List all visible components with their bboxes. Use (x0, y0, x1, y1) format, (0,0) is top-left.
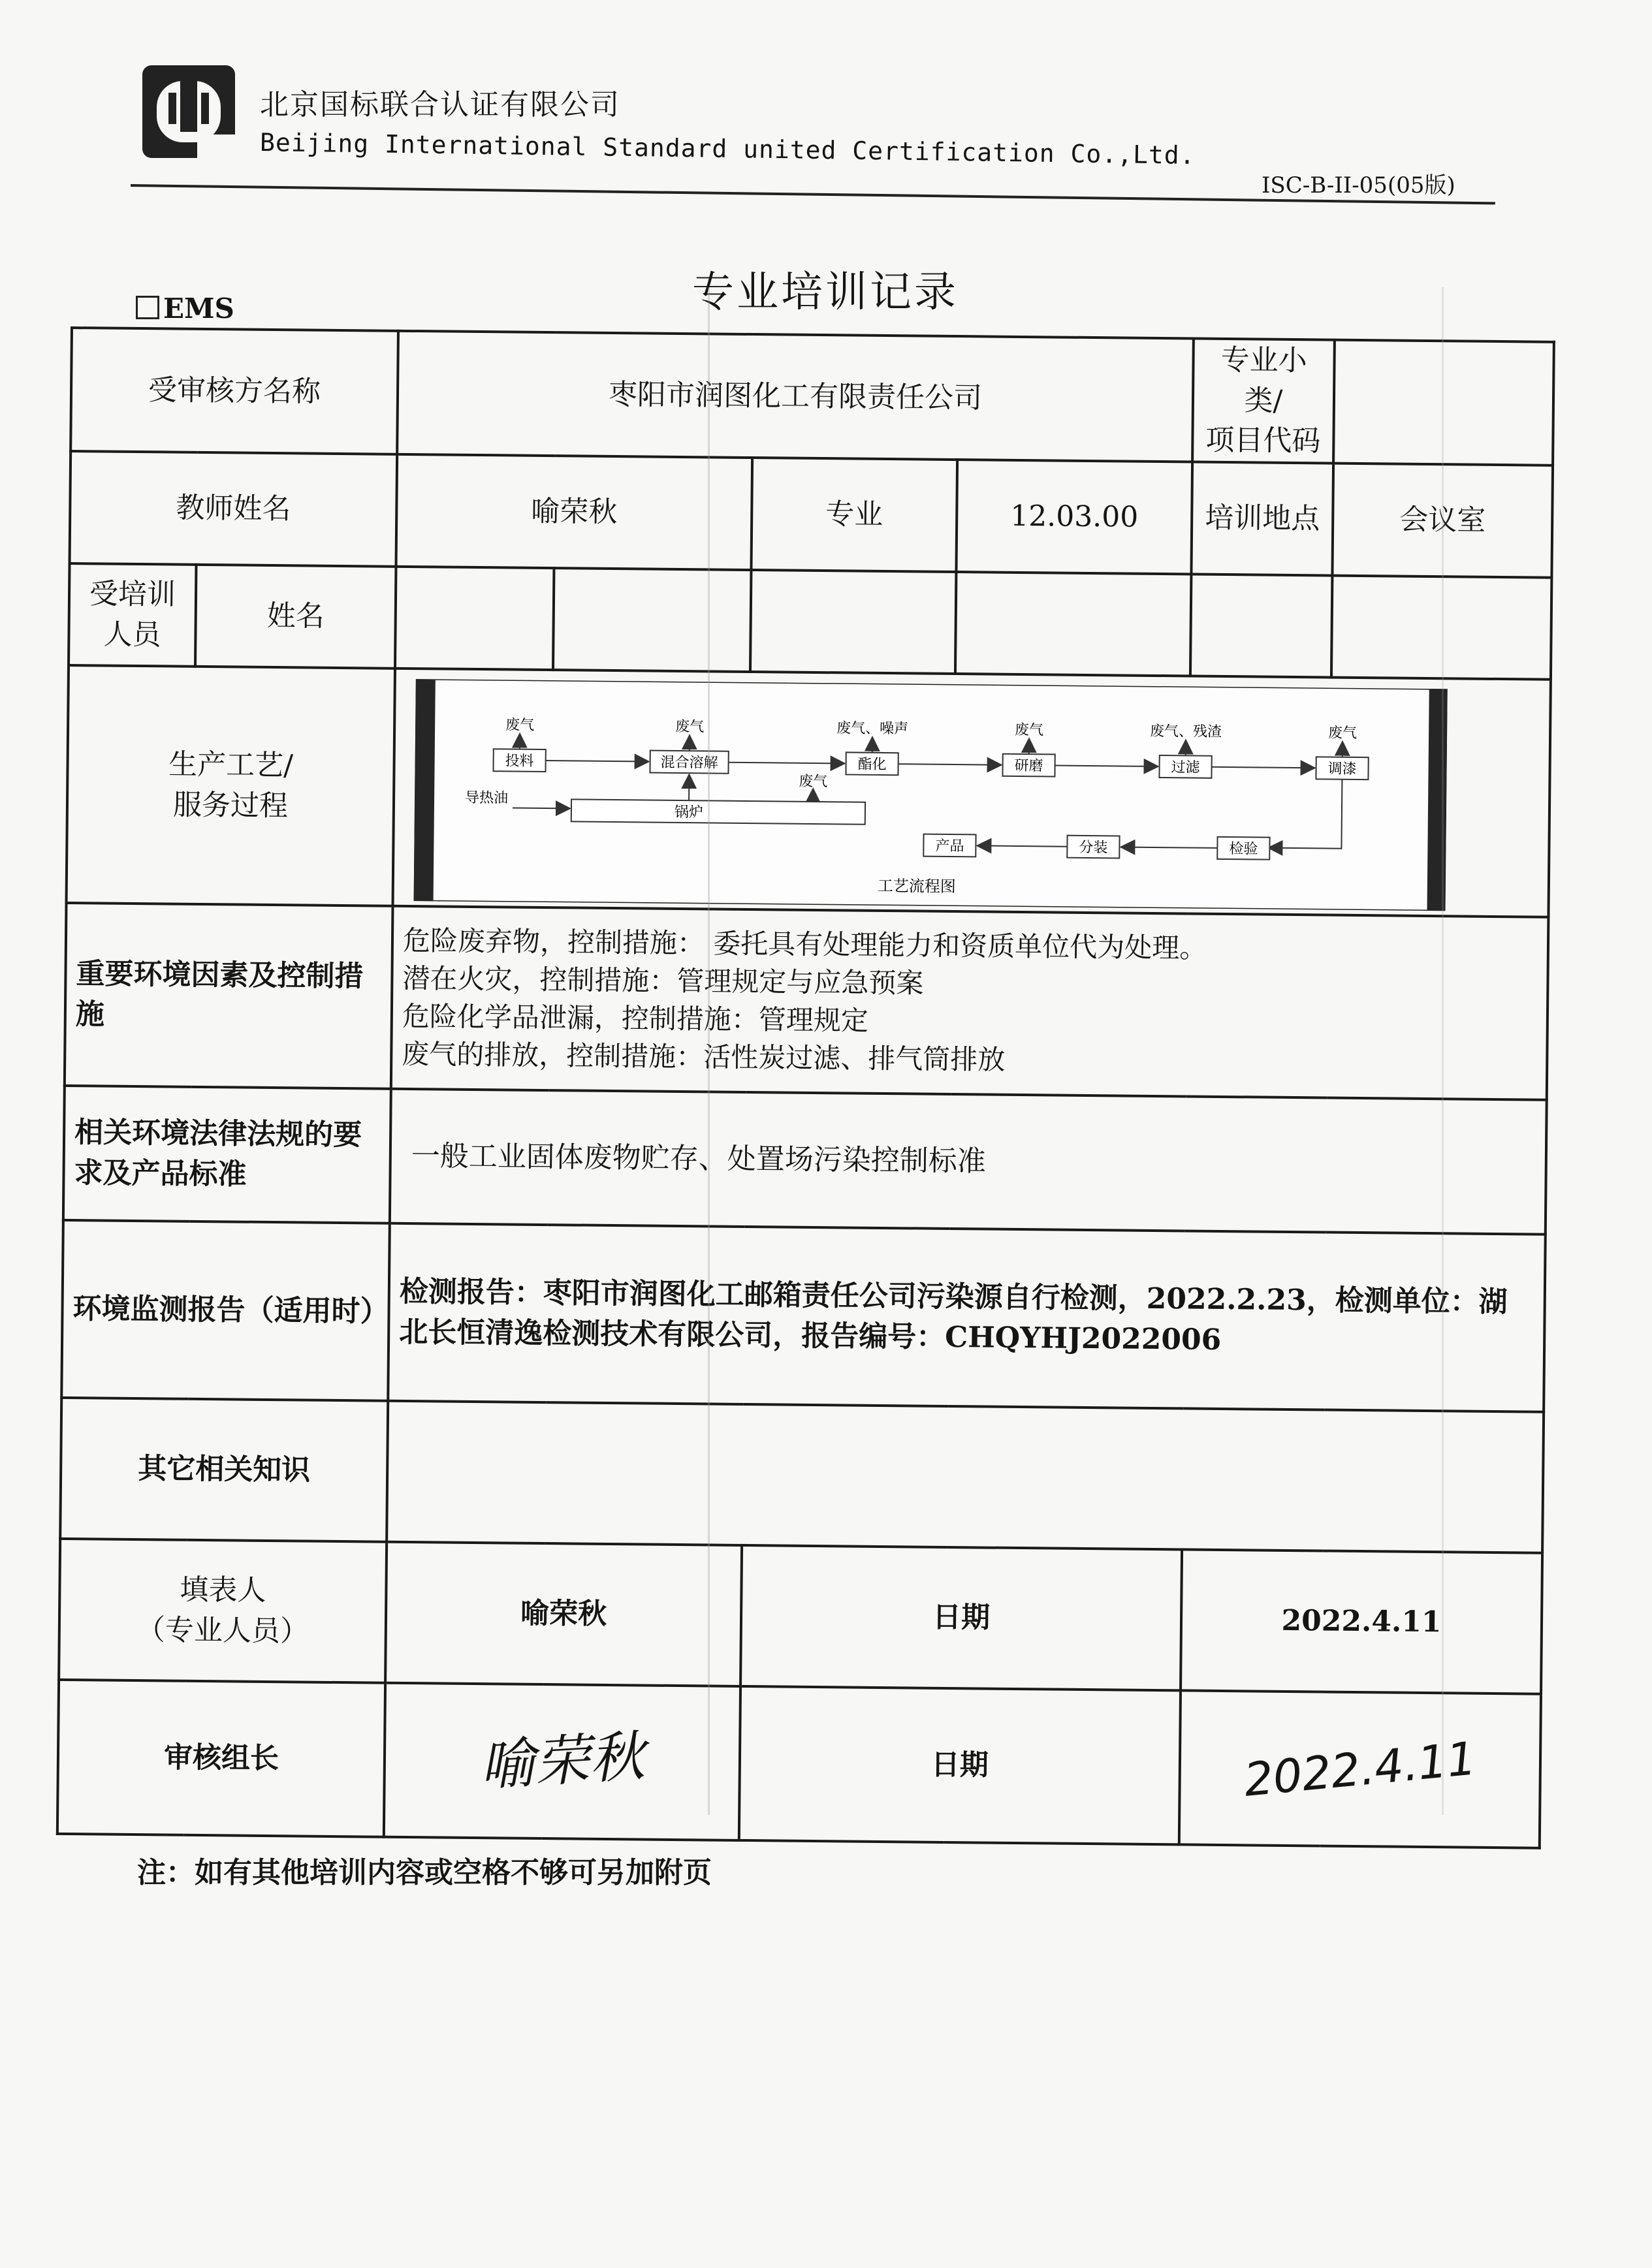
emission-label: 废气、残渣 (1149, 723, 1222, 740)
emission-label: 废气 (799, 773, 828, 790)
trainee-cell (955, 572, 1191, 676)
flow-step: 研磨 (1014, 757, 1043, 775)
trainee-cell (395, 567, 554, 670)
auditee-value: 枣阳市润图化工有限责任公司 (397, 331, 1194, 462)
flow-step: 锅炉 (674, 804, 704, 821)
scan-fold-mark (708, 287, 710, 1815)
monitoring-label: 环境监测报告（适用时） (61, 1220, 390, 1401)
emission-label: 废气 (1015, 721, 1044, 739)
ems-checkbox[interactable] (136, 292, 234, 324)
name-label: 姓名 (195, 565, 396, 669)
flow-step: 投料 (505, 753, 534, 770)
checkbox-icon (136, 296, 159, 319)
env-factor-item: 危险废弃物，控制措施： 委托具有处理能力和资质单位代为处理。 (402, 924, 1207, 964)
location-value: 会议室 (1332, 463, 1553, 577)
filler-date-value: 2022.4.11 (1181, 1549, 1542, 1693)
flow-step: 混合溶解 (660, 754, 718, 772)
trainee-cell (750, 570, 956, 674)
specialty-code: 12.03.00 (956, 460, 1192, 574)
other-value (387, 1401, 1544, 1553)
filler-label: 填表人 （专业人员） (59, 1539, 387, 1683)
emission-label: 废气 (1327, 725, 1358, 742)
category-label: 专业小类/ 项目代码 (1192, 339, 1335, 464)
trainee-cell (553, 568, 751, 672)
trainee-cell (1190, 574, 1332, 677)
env-factors-label: 重要环境因素及控制措施 (65, 903, 393, 1089)
env-factors-list (391, 906, 1549, 1100)
form-code: ISC-B-II-05(05版) (1262, 172, 1455, 198)
leader-label: 审核组长 (57, 1680, 385, 1837)
flow-step: 酯化 (857, 756, 887, 773)
flow-input: 导热油 (464, 789, 509, 807)
leader-date-value: 2022.4.11 (1173, 1675, 1547, 1863)
company-name-en: Beijing International Standard united Certification Co.,Ltd. (259, 128, 1196, 170)
leader-date-label: 日期 (739, 1686, 1181, 1844)
trainees-label: 受培训人员 (69, 563, 196, 667)
process-label: 生产工艺/ 服务过程 (67, 665, 395, 906)
ems-label: EMS (163, 292, 234, 324)
emission-label: 废气 (675, 718, 705, 736)
flow-step: 调漆 (1327, 761, 1357, 778)
env-factor-item: 废气的排放，控制措施：活性炭过滤、排气筒排放 (402, 1037, 1006, 1076)
specialty-label: 专业 (751, 458, 957, 572)
emission-label: 废气 (505, 717, 535, 734)
company-name-cn: 北京国标联合认证有限公司 (260, 88, 620, 121)
monitoring-report: 检测报告：枣阳市润图化工邮箱责任公司污染源自行检测，2022.2.23，检测单位：湖北长恒清逸检测技术有限公司，报告编号：CHQYHJ2022006 (388, 1223, 1546, 1412)
regulations-label: 相关环境法律法规的要求及产品标准 (63, 1086, 391, 1223)
process-diagram-cell (393, 669, 1551, 917)
flow-step: 过滤 (1171, 759, 1200, 776)
auditee-label: 受审核方名称 (71, 328, 398, 454)
filler-date-label: 日期 (740, 1545, 1182, 1690)
other-label: 其它相关知识 (60, 1398, 388, 1542)
footnote: 注：如有其他培训内容或空格不够可另加附页 (137, 1856, 712, 1889)
emission-label: 废气、噪声 (836, 720, 909, 738)
regulations-value: 一般工业固体废物贮存、处置场污染控制标准 (390, 1089, 1547, 1235)
flow-step: 产品 (935, 838, 964, 855)
process-flowchart (414, 679, 1448, 911)
leader-signature: 喻荣秋 (380, 1674, 744, 1849)
scan-fold-mark (1442, 287, 1444, 1815)
env-factor-item: 潜在火灾，控制措施：管理规定与应急预案 (402, 962, 924, 1000)
training-record-table (56, 326, 1553, 1819)
teacher-label: 教师姓名 (70, 451, 398, 567)
flow-step: 分装 (1079, 839, 1108, 857)
company-logo (140, 63, 238, 161)
location-label: 培训地点 (1191, 462, 1333, 575)
filler-value: 喻荣秋 (385, 1542, 742, 1686)
env-factor-item: 危险化学品泄漏，控制措施：管理规定 (402, 1000, 869, 1037)
teacher-value: 喻荣秋 (396, 454, 752, 570)
flow-step: 检验 (1229, 840, 1258, 858)
document-title: 专业培训记录 (692, 268, 959, 317)
flowchart-title: 工艺流程图 (877, 876, 956, 896)
